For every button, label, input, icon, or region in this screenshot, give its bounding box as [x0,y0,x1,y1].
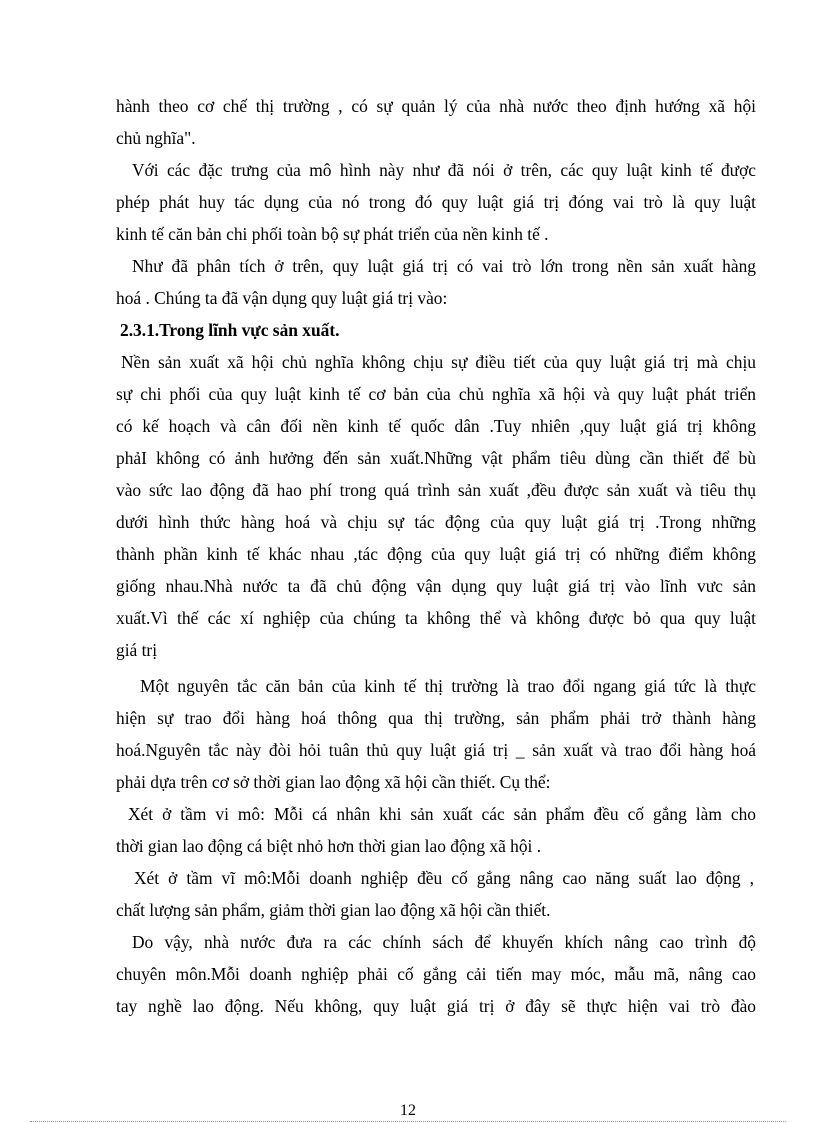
text-line: hoá . Chúng ta đã vận dụng quy luật giá trị vào: [116,288,448,308]
text-line: giá trị [116,640,158,660]
text-line: hiện sự trao đổi hàng hoá thông qua thị trường, sản phẩm phải trở thành hàng [116,708,756,728]
paragraph-start-line: Một nguyên tắc căn bản của kinh tế thị trường là trao đổi ngang giá tức là thực [140,676,756,696]
text-line: chuyên môn.Mỗi doanh nghiệp phải cố gắng cải tiến may móc, mẫu mã, nâng cao [116,964,756,984]
text-line: sự chi phối của quy luật kinh tế cơ bản của chủ nghĩa xã hội và quy luật phát triển [116,384,756,404]
text-line: giống nhau.Nhà nước ta đã chủ động vận dụng quy luật giá trị vào lĩnh vưc sản [116,576,756,596]
paragraph-start-line: Xét ở tầm vĩ mô:Mỗi doanh nghiệp đều cố gắng nâng cao năng suất lao động , [134,868,754,888]
paragraph-start-line: Với các đặc trưng của mô hình này như đã nói ở trên, các quy luật kinh tế được [132,160,756,180]
text-line: kinh tế căn bản chi phối toàn bộ sự phát triển của nền kinh tế . [116,224,549,244]
paragraph-start-line: Do vậy, nhà nước đưa ra các chính sách để khuyến khích nâng cao trình độ [132,932,756,952]
text-line: phảI không có ảnh hưởng đến sản xuất.Những vật phẩm tiêu dùng cần thiết để bù [116,448,756,468]
paragraph-start-line: Nền sản xuất xã hội chủ nghĩa không chịu sự điều tiết của quy luật giá trị mà chịu [121,352,756,372]
paragraph-start-line: Như đã phân tích ở trên, quy luật giá trị có vai trò lớn trong nền sản xuất hàng [132,256,756,276]
text-line: vào sức lao động đã hao phí trong quá trình sản xuất ,đều được sản xuất và tiêu thụ [116,480,756,500]
text-line: có kế hoạch và cân đối nền kinh tế quốc dân .Tuy nhiên ,quy luật giá trị không [116,416,756,436]
text-line: thời gian lao động cá biệt nhỏ hơn thời gian lao động xã hội . [116,836,542,856]
text-line: phải dựa trên cơ sở thời gian lao động xã hội cần thiết. Cụ thể: [116,772,551,792]
section-heading: 2.3.1.Trong lĩnh vực sản xuất. [120,320,340,340]
text-line: chất lượng sản phẩm, giảm thời gian lao động xã hội cần thiết. [116,900,551,920]
page-number: 12 [400,1102,416,1119]
text-line: thành phần kinh tế khác nhau ,tác động của quy luật giá trị có những điểm không [116,544,756,564]
text-line: tay nghề lao động. Nếu không, quy luật giá trị ở đây sẽ thực hiện vai trò đào [116,996,756,1016]
text-line: phép phát huy tác dụng của nó trong đó quy luật giá trị đóng vai trò là quy luật [116,192,756,212]
paragraph-start-line: Xét ở tầm vi mô: Mỗi cá nhân khi sản xuất các sản phẩm đều cố gắng làm cho [128,804,756,824]
footer-divider [30,1121,786,1122]
text-line: chủ nghĩa". [116,128,196,148]
text-line: hành theo cơ chế thị trường , có sự quản lý của nhà nước theo định hướng xã hội [116,96,756,116]
text-line: hoá.Nguyên tắc này đòi hỏi tuân thủ quy luật giá trị _ sản xuất và trao đổi hàng hoá [116,740,756,760]
text-line: dưới hình thức hàng hoá và chịu sự tác động của quy luật giá trị .Trong những [116,512,756,532]
text-line: xuất.Vì thế các xí nghiệp của chúng ta không thể và không được bỏ qua quy luật [116,608,756,628]
